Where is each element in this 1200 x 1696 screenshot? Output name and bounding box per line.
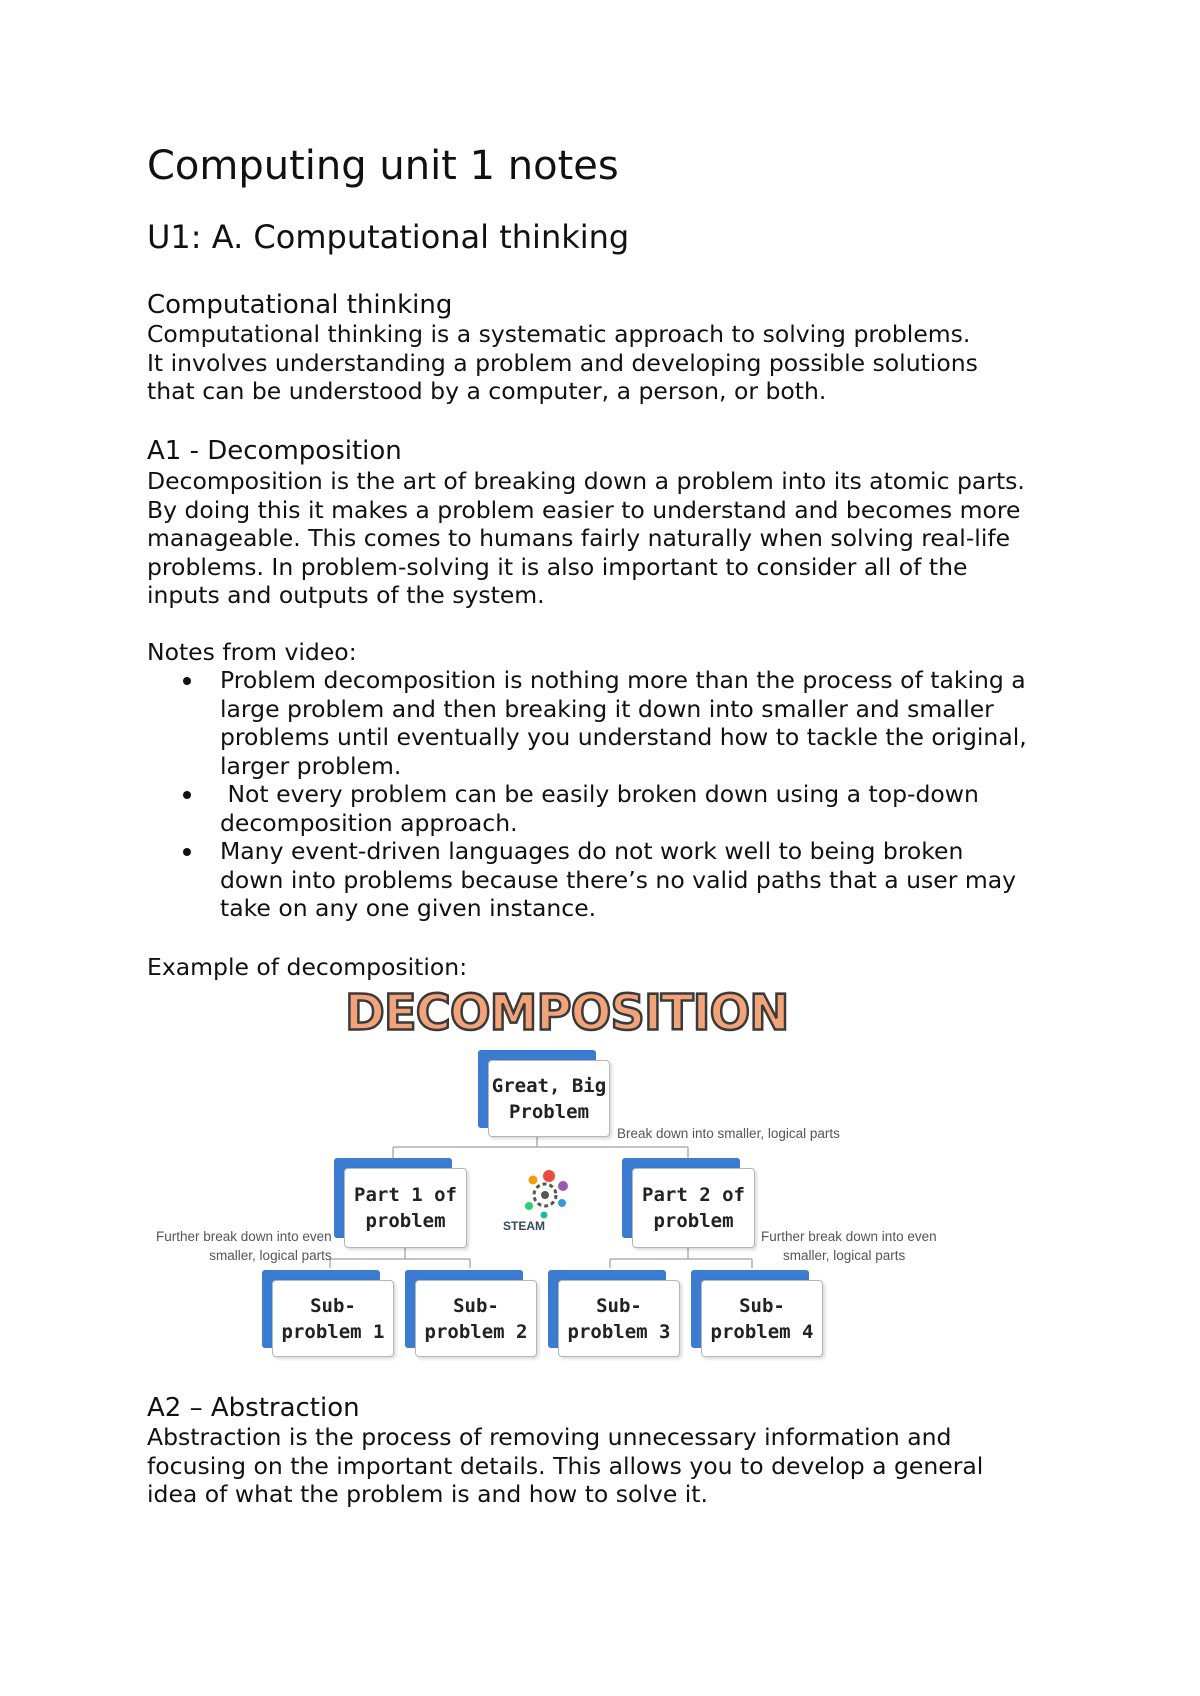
text-line: inputs and outputs of the system. — [147, 581, 545, 609]
sub-problem-2-node — [405, 1270, 537, 1357]
notes-label: Notes from video: — [147, 638, 357, 666]
text-line: that can be understood by a computer, a person, or both. — [147, 377, 827, 405]
example-label: Example of decomposition: — [147, 953, 468, 981]
node-box — [272, 1280, 394, 1357]
text-line: focusing on the important details. This allows you to develop a general — [147, 1451, 984, 1480]
node-box — [488, 1060, 610, 1137]
text-line: down into problems because there’s no valid paths that a user may — [220, 865, 1017, 894]
text-line: Many event-driven languages do not work well to being broken — [220, 837, 964, 865]
page-title: Computing unit 1 notes — [147, 143, 619, 189]
node-label: Sub- — [596, 1294, 642, 1317]
root-node — [478, 1050, 610, 1137]
text-line: Problem decomposition is nothing more than the process of taking a — [220, 666, 1026, 694]
node-label: Part 1 of — [354, 1184, 457, 1206]
node-label: problem — [365, 1210, 446, 1232]
node-label: problem 1 — [281, 1320, 385, 1343]
sub-problem-1-node — [262, 1270, 394, 1357]
section-heading-ct: Computational thinking — [147, 290, 453, 320]
annotation-left — [156, 1227, 332, 1265]
annotation-line: smaller, logical parts — [783, 1248, 906, 1263]
node-label: problem — [653, 1210, 734, 1232]
annotation-line: Further break down into even — [156, 1229, 332, 1244]
steam-logo-text: STEAM — [503, 1219, 545, 1233]
text-line: Decomposition is the art of breaking down a problem into its atomic parts. — [147, 467, 1025, 495]
section-heading-a1: A1 - Decomposition — [147, 436, 402, 466]
annotation-root: Break down into smaller, logical parts — [617, 1126, 840, 1141]
text-line: idea of what the problem is and how to solve it. — [147, 1480, 708, 1508]
diagram-title: DECOMPOSITION — [345, 984, 789, 1042]
node-label: Sub- — [310, 1294, 356, 1317]
node-box — [415, 1280, 537, 1357]
sub-problem-3-node — [548, 1270, 680, 1357]
node-box — [701, 1280, 823, 1357]
text-line: Computational thinking is a systematic approach to solving problems. — [147, 320, 971, 348]
node-label: problem 4 — [710, 1320, 814, 1343]
text-line: manageable. This comes to humans fairly naturally when solving real-life — [147, 524, 1011, 552]
node-box — [558, 1280, 680, 1357]
text-line: problems. In problem-solving it is also important to consider all of the — [147, 552, 968, 581]
node-box — [344, 1168, 467, 1248]
annotation-line: Further break down into even — [761, 1229, 937, 1244]
part2-node — [622, 1158, 755, 1248]
text-line: take on any one given instance. — [220, 894, 597, 922]
node-label: problem 2 — [424, 1320, 528, 1343]
text-line: It involves understanding a problem and developing possible solutions — [147, 348, 978, 377]
node-label: Problem — [508, 1100, 590, 1123]
steam-logo-icon — [525, 1170, 568, 1219]
text-line: Abstraction is the process of removing unnecessary information and — [147, 1423, 952, 1451]
node-label: problem 3 — [567, 1320, 671, 1343]
sub-problem-4-node — [691, 1270, 823, 1357]
node-label: Sub- — [739, 1294, 785, 1317]
text-line: decomposition approach. — [220, 808, 518, 837]
unit-heading: U1: A. Computational thinking — [147, 218, 630, 256]
text-line: Not every problem can be easily broken down using a top-down — [220, 780, 979, 808]
node-label: Sub- — [453, 1294, 499, 1317]
annotation-line: smaller, logical parts — [209, 1248, 332, 1263]
text-line: By doing this it makes a problem easier to understand and becomes more — [147, 495, 1021, 524]
node-box — [632, 1168, 755, 1248]
text-line: large problem and then breaking it down into smaller and smaller — [220, 694, 994, 723]
text-line: larger problem. — [220, 751, 402, 780]
section-heading-a2: A2 – Abstraction — [147, 1393, 360, 1423]
text-line: problems until eventually you understand how to tackle the original, — [220, 723, 1027, 751]
node-label: Part 2 of — [642, 1184, 745, 1206]
annotation-right — [761, 1227, 937, 1265]
node-label: Great, Big — [491, 1074, 607, 1097]
part1-node — [334, 1158, 467, 1248]
